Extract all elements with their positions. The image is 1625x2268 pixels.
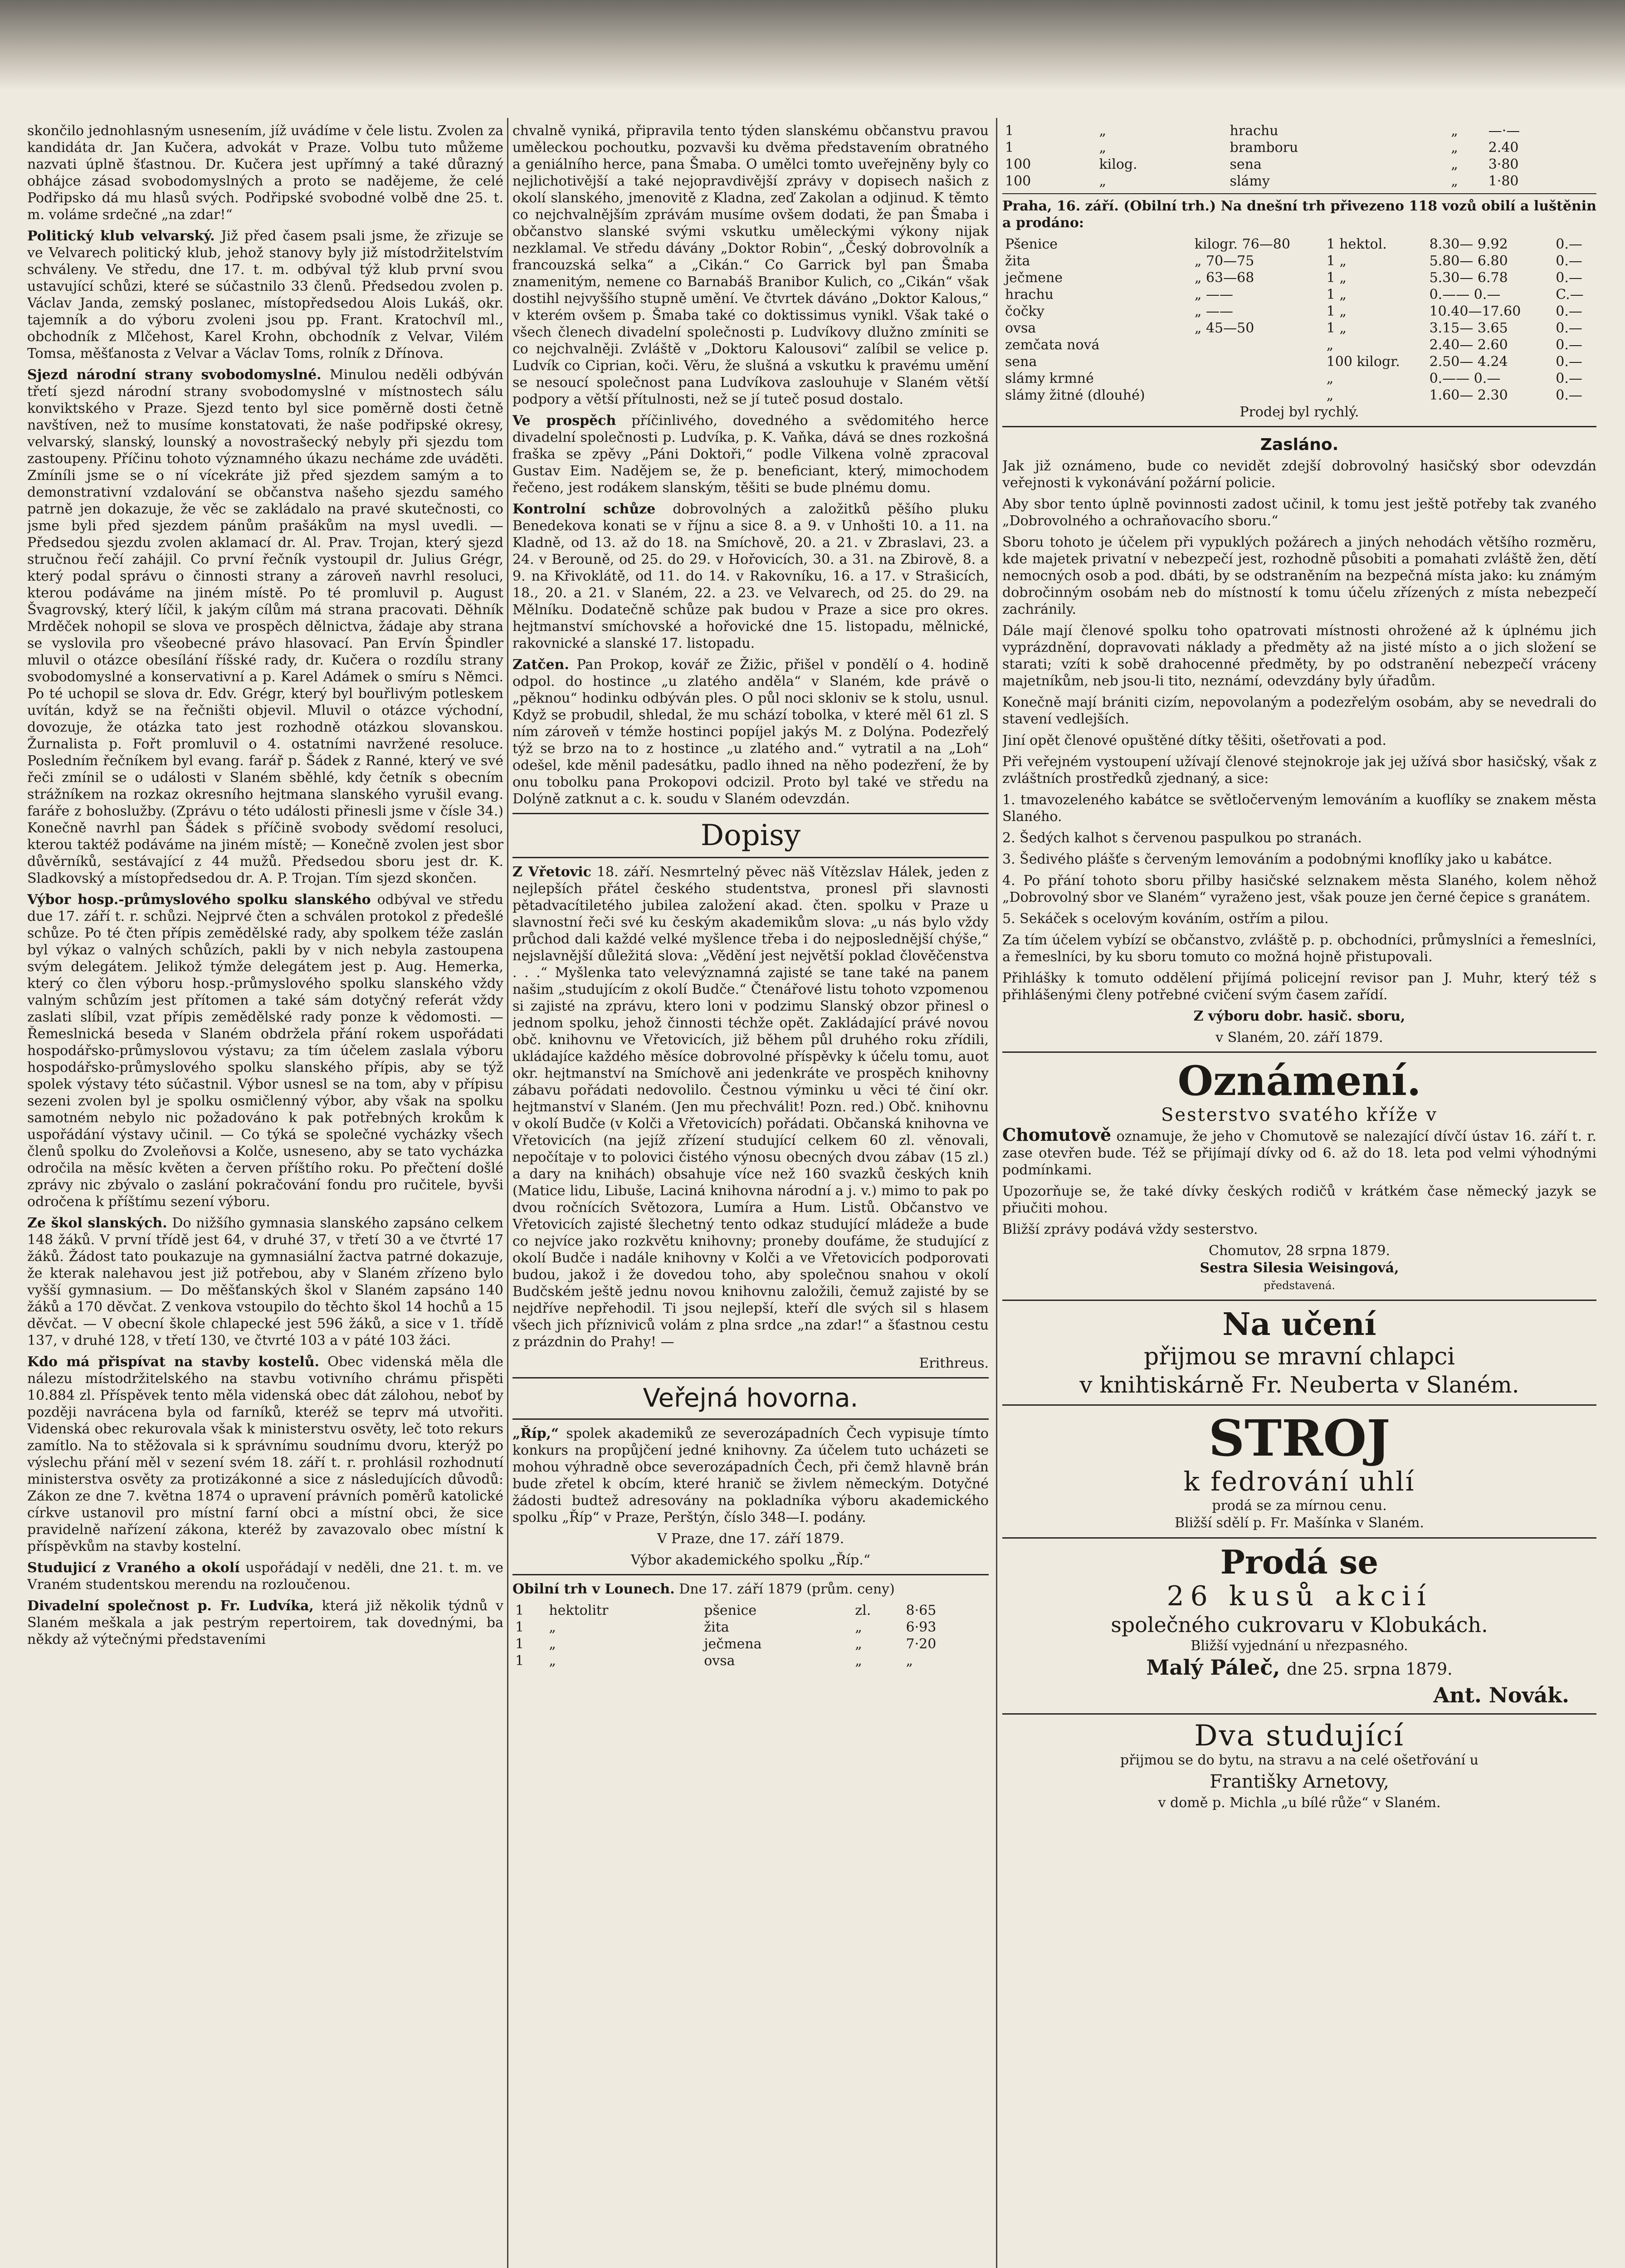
table-row — [1002, 156, 1596, 173]
oznameni-sig2: představená. — [1264, 1279, 1335, 1292]
table-cell: 100 — [1005, 156, 1031, 172]
table-cell: „ — [855, 1619, 862, 1635]
table-cell: zl. — [855, 1603, 871, 1618]
table-cell: „ — [1326, 371, 1334, 386]
table-cell: 1 „ — [1326, 320, 1347, 336]
table-row — [1002, 286, 1596, 303]
table-cell: 0.— — [1556, 303, 1582, 319]
table-cell: kilogr. 76—80 — [1194, 236, 1290, 252]
table-cell: 1.60— 2.30 — [1429, 387, 1508, 403]
zaslano-paragraph: Jak již oznámeno, bude co nevidět zdejší dobrovolný hasičský sbor odevzdán veřejnosti k vykonávání požární policie. — [1002, 458, 1596, 491]
studujici-ad — [1002, 1720, 1596, 1812]
table-cell: „ — [906, 1653, 913, 1669]
zaslano-paragraph: Při veřejném vystoupení užívají členové stejnokroje jak jej užívá sbor hasičský, však z zvláštních prostředků zjednaný, a sice: — [1002, 754, 1596, 787]
proda-line2: 26 kusů akcií — [1166, 1580, 1432, 1612]
table-row — [1002, 353, 1596, 370]
table-cell: 1·80 — [1488, 173, 1519, 189]
proda-line5 — [1002, 1655, 1596, 1682]
table-cell: 5.30— 6.78 — [1429, 270, 1508, 286]
divider — [512, 1574, 989, 1575]
article-heading: Divadelní společnost p. Fr. Ludvíka, — [27, 1598, 314, 1614]
uceni-title: Na učení — [1222, 1306, 1376, 1343]
lounech-date: Dne 17. září 1879 (prům. ceny) — [679, 1581, 895, 1597]
article — [27, 1354, 503, 1555]
theatre-article: chvalně vyniká, připravila tento týden slanskému občanstvu pravou uměleckou pochoutku, pozvavši ku dvěma představením obratného a geniálního herce, pana Šmaba. O umělci tomto uveřejněny byly co nejlichotivější a také nejopravdivější zprávy v dopisech našich z okolí slanského, jmenovitě z Kladna, zeď Zakolan a odjinud. K těmto co nejchvalnějším zprávám musíme ovšem dodati, že pan Šmaba i občanstvo slanské svými vskutku uměleckými výkony nijak nezklamal. Ve středu dávány „Doktor Robin“, „Český dobrovolník a francouzská selka“ a „Cikán.“ Co Garrick byl pan Šmaba znamenitým, nemene co Barnabáš Branibor Kulich, co „Cikán“ však dostihl nejvyššího stupně umění. Ve čtvrtek dáváno „Doktor Kalous,“ v kterém ovšem p. Šmaba také co doktissimus vynikl. Však také o všech členech divadelní společnosti p. Ludvíkovy dlužno zmíniti se co nejchvalněji. Zvláště v „Doktoru Kalousovi“ zalíbil se velice p. Ludvík co Ciprian, koči. Věru, že slušná a vskutku k pravému umění se nesoucí společnost pana Ludvíkova zaslouhuje v Slaném větší podpory a větší přítulnosti, než se jí tuteč posud dostalo. — [512, 123, 989, 407]
article-text: Pan Prokop, kovář ze Žižic, přišel v pondělí o 4. hodině odpol. do hostince „u zlatého anděla“ v Slaném, kde právě o „pěknou“ hodinku odbýván ples. O půl noci skloniv se k stolu, usnul. Když se probudil, shledal, že mu schází tobolka, v které měl 61 zl. S ním zároveň v témže hostinci popíjel jakýs M. z Dolýna. Podezřelý týž se brzo na to z hostince „u zlatého and.“ vytratil a na „Loh“ odešel, kde měnil padesátku, padlo ihned na něho podezření, že by onu tobolku pana Prokopovi odcizil. Proto byl také ve středu na Dolýně zatknut a c. k. soudu v Slaném odevzdán. — [512, 657, 989, 807]
table-cell: 0.— — [1556, 354, 1582, 370]
hovorna-body: spolek akademiků ze severozápadních Čech vypisuje tímto konkurs na propůjčení jedné knihovny. Za účelem tuto ucházeti se mohou výhradně obce severozápadních Čech, při čemž hlavně brán bude zřetel k obcím, které hranič se živlem německým. Dotyčné žádosti budtež adresovány na pokladníka výboru akademického spolku „Říp“ v Praze, Perštýn, číslo 348—I. podány. — [512, 1426, 989, 1525]
uceni-line2: přijmou se mravní chlapci — [1143, 1343, 1455, 1370]
table-cell — [1192, 337, 1324, 353]
table-cell: 0.—— 0.— — [1429, 287, 1501, 303]
table-cell: „ 70—75 — [1194, 253, 1254, 269]
zaslano-title: Zasláno. — [1260, 435, 1339, 454]
studujici-line2: přijmou se do bytu, na stravu a na celé ošetřování u — [1120, 1752, 1479, 1768]
table-cell: „ — [1451, 140, 1458, 156]
table-cell — [1192, 353, 1324, 370]
oznameni-sig1: Sestra Silesia Weisingová, — [1200, 1260, 1399, 1276]
table-cell: 0.— — [1556, 253, 1582, 269]
table-cell: „ — [1451, 156, 1458, 172]
article-text: Do nižšího gymnasia slanského zapsáno celkem 148 žáků. V první třídě jest 64, v druhé 37, v třetí 30 a ve čtvrté 17 žáků. Žádost tato poukazuje na gymnasiální žactva patrné dokazuje, že kterak nalehavou jest již potřebou, aby v Slaném zřízeno bylo vyšší gymnasium. — Do měšťanských škol v Slaném zapsáno 140 žáků a 170 děvčat. Z venkova vstoupilo do těchto škol 14 hochů a 15 děvčat. — V obecní škole chlapecké jest 596 žáků, a sice v 1. třídě 137, v druhé 128, v třetí 130, ve čtvrté 103 a v páté 103 žáci. — [27, 1215, 503, 1349]
table-cell: hrachu — [1005, 287, 1054, 303]
table-cell: čočky — [1005, 303, 1044, 319]
article-heading: Politický klub velvarský. — [27, 228, 215, 244]
dopisy-title: Dopisy — [700, 819, 801, 852]
article — [27, 1215, 503, 1349]
table-row — [512, 1602, 989, 1619]
table-cell: 1 „ — [1326, 303, 1347, 319]
table-cell: 1 — [515, 1619, 524, 1635]
zaslano-paragraph: 3. Šedivého plášťe s červeným lemováním a podobnými knoflíky jako u kabátce. — [1002, 851, 1552, 867]
table-cell: 1 hektol. — [1326, 236, 1387, 252]
table-cell: ječmene — [1005, 270, 1063, 286]
table-cell: hektolitr — [549, 1603, 609, 1618]
table-cell: 1 — [515, 1653, 524, 1669]
uceni-line3: v knihtiskárně Fr. Neuberta v Slaném. — [1079, 1372, 1519, 1398]
table-cell: pšenice — [704, 1603, 757, 1618]
table-cell: 3.15— 3.65 — [1429, 320, 1508, 336]
article-text: skončilo jednohlasným usnesením, jíž uvádíme v čele listu. Zvolen za kandidáta dr. Jan Kučera, advokát v Praze. Volbu tuto můžeme nazvati úplně šťastnou. Dr. Kučera jest upřímný a také důrazný obhájce zásad svobodomyslných a proto se nadějeme, že celé Podřipsko dá mu hlasů svých. Podřipské svobodné volbě dne 25. t. m. voláme srdečné „na zdar!“ — [27, 123, 503, 223]
article-text: dobrovolných a založitků pěšího pluku Benedekova konati se v říjnu a sice 8. a 9. v Unhošti 10. a 11. na Kladně, od 13. až do 18. na Smíchově, 20. a 21. v Zbraslavi, 23. a 24. v Berouně, od 25. do 29. v Hořovicích, 30. a 31. na Zbirově, 8. a 9. na Křivoklátě, od 11. do 14. v Rakovníku, 16. a 17. v Strašicích, 18., 20. a 21. v Slaném, 22. a 23. ve Velvarech, od 25. do 29. na Mělníku. Dodatečně schůze pak budou v Praze a sice pro okres. hejtmanství smíchovské a hořovické dne 15. listopadu, mělnické, rakovnické a slanské 17. listopadu. — [512, 501, 989, 651]
article-heading: Kontrolní schůze — [512, 501, 656, 517]
article-heading: Zatčen. — [512, 657, 569, 673]
table-cell: sena — [1230, 156, 1262, 172]
zaslano-signature: Z výboru dobr. hasič. sboru, — [1193, 1008, 1405, 1024]
table-cell: 8·65 — [906, 1603, 937, 1618]
table-cell — [1192, 370, 1324, 387]
oznameni-line3: Upozorňuje se, že také dívky českých rodičů v krátkém čase německý jazyk se přiučiti mohou. — [1002, 1183, 1596, 1216]
table-cell: 1 „ — [1326, 253, 1347, 269]
article-heading: Ve prospěch — [512, 413, 616, 429]
proda-date: dne 25. srpna 1879. — [1286, 1660, 1453, 1679]
table-cell: 1 „ — [1326, 270, 1347, 286]
article-heading: Kdo má přispívat na stavby kostelů. — [27, 1354, 319, 1370]
article — [27, 891, 503, 1210]
oznameni-body: oznamuje, že jeho v Chomutově se nalezající dívčí ústav 16. září t. r. zase otevřen bude. Též se přijímají dívky od 6. až do 18. leta pod velmi výhodnými podmínkami. — [1002, 1129, 1596, 1178]
proda-line3: společného cukrovaru v Klobukách. — [1111, 1613, 1488, 1637]
article — [27, 122, 503, 223]
hovorna-title: Veřejná hovorna. — [643, 1383, 859, 1413]
stroj-line3: prodá se za mírnou cenu. — [1212, 1498, 1387, 1514]
divider — [1002, 1300, 1596, 1301]
article — [512, 412, 989, 496]
table-cell: ječmena — [704, 1636, 762, 1652]
lounech-heading — [512, 1581, 989, 1598]
zaslano-paragraph: 2. Šedých kalhot s červenou paspulkou po stranách. — [1002, 830, 1362, 846]
studujici-line4: v domě p. Michla „u bílé růže“ v Slaném. — [1158, 1795, 1441, 1811]
divider — [1002, 1404, 1596, 1406]
stroj-ad — [1002, 1411, 1596, 1532]
table-cell: hrachu — [1230, 123, 1279, 139]
table-cell: „ 45—50 — [1194, 320, 1254, 336]
column-right — [1002, 122, 1596, 2268]
table-cell: slámy krmné — [1005, 371, 1094, 386]
article-text: Minulou neděli odbýván třetí sjezd národní strany svobodomyslné v místnostech sálu konviktského v Praze. Sjezd tento byl sice poměrně dosti četně navštíven, než to musíme konstatovati, že naše podřipské okresy, velvarský, slanský, lounský a novostrašecký nebyly při sjezdu tom zastoupeny. Příčinu tohoto významného úkazu necháme zde uváděti. Zmíníli jsme se o ní vícekráte již před sjezdem samým a to demonstrativní vzdalování se občanstva našeho sjezdu samého patrně jen dokazuje, že věc se zakládalo na pravé skutečnosti, co jsme byli před sjezdem pánům prašákům na mysl uvedli. — Předsedou sjezdu zvolen aklamací dr. Al. Prav. Trojan, který sjezd stručnou řečí zahájil. Co první řečník vystoupil dr. Julius Grégr, který podal správu o činnosti strany a zároveň navrhl resoluci, kterou podáváme na jiném místě. Po té promluvil p. August Švagrovský, který líčil, k jakým cílům má strana pracovati. Děhník Mrděček nohopil se slova ve prospěch dělnictva, žádaje aby strana se vyslovila pro všeobecné právo hlasovací. Pan Ervín Špindler mluvil o otázce obesílání říšské rady, dr. Kučera o rozdílu strany svobodomyslné a konservativní a p. Karel Adámek o smíru s Němci. Po té uchopil se slova dr. Edv. Grégr, který byl bouřlivým potleskem uvítán, když se na řečništi objevil. Mluvil o otázce východní, dovozuje, že otázka tato jest rozhodně otázkou slovanskou. Žurnalista p. Fořt promluvil o 4. ostatními navržené resoluce. Posledním řečníkem byl evang. farář p. Šádek z Ranné, který ve své řeči zmínil se o události v Slaném sběhlé, kdy četník s obecním strážníkem na rozkaz okresního hejtmana slanského vyrušil evang. faráře z bohoslužby. (Zprávu o této události přinesli jsme v čísle 34.) Konečně navrhl pan Šádek s příčině svobody svědomí resoluci, kterou taktéž podáváme na jiném místě; — Konečně zvolen jest sbor důvěrníků, sestávající z 44 mužů. Předsedou sboru jest dr. K. Sladkovský a místopředsedou dr. A. P. Trojan. Tím sjezd skončen. — [27, 367, 503, 886]
stroj-title: STROJ — [1208, 1409, 1391, 1467]
divider — [1002, 1051, 1596, 1053]
uceni-ad — [1002, 1306, 1596, 1399]
divider — [512, 1377, 989, 1378]
praha-note: Prodej byl rychlý. — [1239, 404, 1359, 420]
divider — [512, 1418, 989, 1420]
table-cell: „ — [1451, 173, 1458, 189]
table-cell: 1 „ — [1326, 287, 1347, 303]
dopisy-letter — [512, 864, 989, 1350]
dopisy-signature: Erithreus. — [919, 1355, 989, 1371]
table-row — [1002, 337, 1596, 353]
table-row — [1002, 370, 1596, 387]
praha-heading: Praha, 16. září. (Obilní trh.) Na dnešní trh přivezeno 118 vozů obilí a luštěnin a prodáno: — [1002, 198, 1596, 231]
hovorna-date: V Praze, dne 17. září 1879. — [657, 1531, 844, 1547]
oznameni-line2 — [1002, 1126, 1596, 1178]
table-row — [512, 1636, 989, 1652]
proda-line4: Bližší vyjednání u nřezpasného. — [1191, 1638, 1408, 1654]
table-cell: 1 — [515, 1636, 524, 1652]
table-cell: 100 kilogr. — [1326, 354, 1400, 370]
proda-title: Prodá se — [1220, 1543, 1379, 1581]
table-row — [1002, 387, 1596, 404]
table-cell: kilog. — [1099, 156, 1137, 172]
table-row — [1002, 253, 1596, 269]
studujici-title: Dva studující — [1194, 1719, 1405, 1753]
table-cell: „ — [1099, 123, 1107, 139]
table-cell: „ —— — [1194, 287, 1233, 303]
article-text: která již několik týdnů v Slaném meškala a jak pestrým repertoirem, tak dovednými, ba někdy až výtečnými představeními — [27, 1598, 503, 1647]
divider — [1002, 1713, 1596, 1715]
table-row — [512, 1619, 989, 1636]
table-cell: ovsa — [1005, 320, 1036, 336]
table-cell: 0.— — [1556, 320, 1582, 336]
news-items — [512, 412, 989, 807]
zaslano-body — [1002, 458, 1596, 1003]
table-cell: sena — [1005, 354, 1037, 370]
table-cell: „ — [549, 1619, 556, 1635]
table-cell: 1 — [1005, 123, 1014, 139]
table-cell: 0.— — [1556, 270, 1582, 286]
table-cell: „ 63—68 — [1194, 270, 1254, 286]
zaslano-paragraph: 5. Sekáček s ocelovým kováním, ostřím a pilou. — [1002, 911, 1329, 927]
table-cell: slámy žitné (dlouhé) — [1005, 387, 1145, 403]
studujici-line3: Františky Arnetovy, — [1210, 1771, 1389, 1792]
table-cell: „ —— — [1194, 303, 1233, 319]
table-cell: „ — [549, 1636, 556, 1652]
hovorna-text — [512, 1425, 989, 1526]
table-row — [1002, 320, 1596, 337]
article-heading: Výbor hosp.-průmyslového spolku slanského — [27, 892, 371, 908]
table-cell: „ — [855, 1653, 862, 1669]
table-cell: „ — [1099, 140, 1107, 156]
table-cell: „ — [1451, 123, 1458, 139]
table-cell: 6·93 — [906, 1619, 937, 1635]
table-cell: bramboru — [1230, 140, 1298, 156]
article-text: uspořádají v neděli, dne 21. t. m. ve Vraném studentskou merendu na rozloučenou. — [27, 1560, 503, 1593]
table-cell: „ — [1326, 387, 1334, 403]
table-cell: 5.80— 6.80 — [1429, 253, 1508, 269]
market-prices-continued — [1002, 122, 1596, 190]
article-text: odbýval ve středu due 17. září t. r. schůzi. Nejprvé čten a schválen protokol z předešlé schůze. Po té čten přípis zemědělské rady, aby spolkem téže zaslán byl výkaz o valných schůzích, pakli by v nich nebyla zastoupena svým delegátem. Jelikož týmže delegátem jest p. Aug. Hemerka, který co člen výboru hosp.-průmyslového spolku slanského vždy valným schůzím jest přítomen a také sám dotyčný referát vždy zaslati slíbil, vzat přípis zemědělské rady ponze k vědomosti. — Řemeslnická beseda v Slaném obdržela přání rokem uspořádati hospodářsko-průmyslovou výstavu; za tím účelem zaslala výboru hospodářsko-průmyslového spolku slanského přípis, aby se týž spolek výstavy této súčastnil. Výbor usnesl se na tom, aby v přípisu sezeni zvolen byl je spolku osmičlenný výbor, aby však na spolku samotném nebylo nic požadováno k pak potřebných krokům k uspořádání výstavy učinil. — Co týká se společné vycházky všech členů spolku do Zvoleňovsi a Kolče, usneseno, aby se tato vycházka odročila na měsíc květen a červen příštího roku. Po přečtení došlé zprávy nic zbývalo o zaslání pokračování fondu pro ručitele, byvši odročena k příštímu sezení výboru. — [27, 892, 503, 1210]
dopisy-lead: Z Vřetovic — [512, 864, 591, 880]
table-row — [1002, 236, 1596, 253]
table-cell: žita — [1005, 253, 1030, 269]
table-row — [512, 1652, 989, 1669]
oznameni-title: Oznámení. — [1177, 1057, 1421, 1105]
divider — [512, 813, 989, 814]
table-cell: 2.40— 2.60 — [1429, 337, 1508, 353]
zaslano-paragraph: 4. Po přání tohoto sboru přilby hasičské selznakem města Slaného, kolem něhož „Dobrovolný sbor ve Slaném“ vyraženo jest, však pouze jen černé čepice s granátem. — [1002, 873, 1596, 905]
oznameni-line4: Bližší zprávy podává vždy sesterstvo. — [1002, 1222, 1258, 1237]
article-heading: Ze škol slanských. — [27, 1215, 167, 1231]
oznameni-town: Chomutově — [1002, 1124, 1112, 1145]
zaslano-paragraph: 1. tmavozeleného kabátce se světločerveným lemováním a kuoflíky se znakem města Slaného. — [1002, 792, 1596, 825]
stroj-line4: Bližší sdělí p. Fr. Mašínka v Slaném. — [1175, 1515, 1424, 1531]
zaslano-paragraph: Přihlášky k tomuto oddělení přijímá policejní revisor pan J. Muhr, který též s přihlášenými členy potřebné cvičení svým časem zařídí. — [1002, 970, 1596, 1003]
table-cell: žita — [704, 1619, 729, 1635]
table-cell: „ — [549, 1653, 556, 1669]
article — [512, 656, 989, 807]
praha-price-table — [1002, 236, 1596, 404]
article-heading: Studujicí z Vraného a okolí — [27, 1560, 240, 1576]
table-cell: ovsa — [704, 1653, 735, 1669]
table-cell: 3·80 — [1488, 156, 1519, 172]
zaslano-paragraph: Sboru tohoto je účelem při vypuklých požárech a jiných nehodách většího rozměru, kde majetek privatní v nebezpečí jest, rozhodně působiti a pomahati zvláště žen, dětí nemocných osob a pod. dbáti, by se odstraněním na bezpečná místa jako: ku známým dobročinným osobám neb do místností k tomu účelu zřízených z místa nebezpečí zachránily. — [1002, 534, 1596, 617]
table-cell: 8.30— 9.92 — [1429, 236, 1508, 252]
article — [27, 1598, 503, 1648]
table-row — [1002, 269, 1596, 286]
table-cell: 7·20 — [906, 1636, 937, 1652]
article — [512, 501, 989, 652]
zaslano-paragraph: Za tím účelem vybízí se občanstvo, zvláště p. p. obchodníci, průmyslníci a řemeslníci, a řemeslníci, by ku sboru tomuto co možná hojně přistupovali. — [1002, 932, 1596, 965]
divider — [1002, 193, 1596, 194]
column-middle — [512, 122, 989, 2268]
table-row — [1002, 122, 1596, 139]
hovorna-signature: Výbor akademického spolku „Říp.“ — [630, 1552, 871, 1568]
table-cell: „ — [855, 1636, 862, 1652]
divider — [512, 857, 989, 858]
table-cell: slámy — [1230, 173, 1270, 189]
table-cell: zemčata nová — [1005, 337, 1100, 353]
article-text: Již před časem psali jsme, že zřizuje se ve Velvarech politický klub, jehož stanovy byly již místodržitelstvím schváleny. Ve středu, dne 17. t. m. odbýval týž klub první svou ustavující schůzi, které se súčastnilo 33 členů. Předsedou zvolen p. Václav Janda, zemský poslanec, místopředsedou Alois Lukáš, okr. tajemník a do výboru zvoleni jsou pp. Frant. Kratochvíl ml., obchodník z Mlčehost, Karel Krohn, obchodník z Velvar, Vilém Tomsa, měšťanosta z Velvar a Václav Toms, rolník z Dřínova. — [27, 228, 503, 362]
table-cell: 10.40—17.60 — [1429, 303, 1521, 319]
table-cell: „ — [1099, 173, 1107, 189]
column-rule — [996, 118, 997, 2268]
article — [27, 367, 503, 887]
zaslano-paragraph: Konečně mají brániti cizím, nepovolaným a podezřelým osobám, aby se nevedrali do stavení vedlejších. — [1002, 694, 1596, 727]
proda-ad — [1002, 1544, 1596, 1708]
table-cell: 2.50— 4.24 — [1429, 354, 1508, 370]
article — [27, 1559, 503, 1593]
table-cell: 1 — [1005, 140, 1014, 156]
dopisy-text: 18. září. Nesmrtelný pěvec näš Vítězslav Hálek, jeden z nejlepších přátel českého studentstva, pronesl při slavnosti pětadvacítiletého jubilea založení akad. čten. spolku v Praze u slavnostní řeči své ku českým akademikům slova: „u nás bylo vždy průchod dali každé velké myšlence třeba i do nejposlednější chýše,“ nejslavnější důležitá slova: „Vědění jest největší poklad člověčenstva . . .“ Myšlenka tato velevýznamná zajisté se tane také na panem našim „studujícím z okolí Budče.“ Čtenářové listu tohoto vzpomenou si zajisté na zprávu, ktero loni v podzimu Slanský obzor přinesl o jednom spolku, jehož činnosti téchže opět. Zakládající právé novou obč. knihovnu ve Vřetovicích, již během půl druhého roku zřídili, ukládajíce každého měsíce dobrovolné příspěvky k účelu tomu, auot okr. hejtmanství na Smíchově ani jedenkráte ve prospěch knihovny zábavu pořádati nedovolilo. Čestnou výminku u věci té činí okr. hejtmanství v Slaném. (Jen mu přechválit! Pozn. red.) Obč. knihovnu v okolí Budče (v Kolči a Vřetovicích) pořádati. Občanská knihovna ve Vřetovicích (na jejíž zřízení studující celkem 60 zl. věnovali, nepočítaje v to polovici čistého výnosu obecných dvou zábav (15 zl.) a dary na knihách) obsahuje více než 160 svazků českých knih (Matice lidu, Libuše, Laciná knihovna národní a j. v.) mimo to pak po dvou ročnících Světozora, Lumíra a Hum. Listů. Občanstvo ve Vřetovicích zajisté šlechetný tento odkaz studující mládeže a bude co nejvíce jako rozkvětu knihovny; proneby doufáme, že studující z okolí Budče i nadále knihovny v Kolči a ve Vřetovicích podporovati budou, jakož i že dovedou toho, aby společnou snahou v okolí Budčském ještě jednu novou knihovnu založili, čemuž zajisté by se nejdříve nepřehodil. Ti jsou nejlepší, kteří dle svých sil s hlasem všech jich přízniviců volám z plna srdce „na zdar!“ a šťastnou cestu z prázdnin do Prahy! — — [512, 864, 989, 1350]
table-cell: —·— — [1488, 123, 1520, 139]
table-cell: 2.40 — [1488, 140, 1519, 156]
hovorna-lead: „Říp,“ — [512, 1426, 559, 1442]
zaslano-paragraph: Dále mají členové spolku toho opatrovati místnosti ohrožené až k úplnému jich vyprázdnění, dopravovati náklady a předměty až na jisté místo a o jich složení se starati; vzíti k sobě drahocenné předměty, by po odstranění nebezpečí vráceny majetníkům, neb jsou-li tito, neznámí, odevzdány byly úřadům. — [1002, 623, 1596, 689]
stroj-line2: k fedrování uhlí — [1183, 1466, 1415, 1497]
divider — [1002, 426, 1596, 427]
lounech-price-table — [512, 1602, 989, 1669]
table-row — [1002, 173, 1596, 190]
oznameni-line1: Sesterstvo svatého kříže v — [1161, 1105, 1438, 1125]
proda-signature: Ant. Novák. — [1433, 1683, 1569, 1707]
table-cell: 0.—— 0.— — [1429, 371, 1501, 386]
column-rule — [507, 118, 508, 2268]
table-cell: 0.— — [1556, 337, 1582, 353]
table-row — [1002, 139, 1596, 156]
table-cell: „ — [1326, 337, 1334, 353]
article-heading: Sjezd národní strany svobodomyslné. — [27, 367, 322, 383]
oznameni-place: Chomutov, 28 srpna 1879. — [1209, 1243, 1390, 1259]
article-text: příčinlivého, dovedného a svědomitého herce divadelní společnosti p. Ludvíka, p. K. Vaňka, dává se dnes rozkošná fraška se zpěvy „Páni Doktoři,“ podle Vilkena volně zpracoval Gustav Eim. Nadějem se, že p. beneficiant, který, mimochodem řečeno, jest rodákem slanským, těšiti se bude plnému domu. — [512, 413, 989, 496]
table-cell: Pšenice — [1005, 236, 1058, 252]
table-cell: 100 — [1005, 173, 1031, 189]
article — [27, 228, 503, 362]
table-cell: 0.— — [1556, 371, 1582, 386]
table-cell — [1192, 387, 1324, 404]
zaslano-paragraph: Jiní opět členové opuštěné dítky těšiti, ošetřovati a pod. — [1002, 733, 1387, 748]
column-left — [27, 122, 503, 2268]
divider — [1002, 1537, 1596, 1539]
oznameni-ad — [1002, 1058, 1596, 1294]
zaslano-paragraph: Aby sbor tento úplně povinnosti zadost učinil, k tomu jest ještě potřeby tak zvaného „Dobrovolného a ochraňovacího sboru.“ — [1002, 496, 1596, 529]
article-text: Obec videnská měla dle nálezu místodržitelského na stavbu votivního chrámu přispěti 10.884 zl. Příspěvek tento měla videnská obec dát zálohou, neboť by později navrácena byla od farníků, kteréž se teprv má utvořiti. Videnská obec rekurovala však k ministerstvu osvěty, leč toto rekurs zamítlo. Na to stěžovala si k správnímu soudnímu dvoru, kterýž po výslechu přání měl v sezení svém 18. září t. r. prohlásil rozhodnutí ministerstva osvěty za protizákonné a sice z následujících důvodů: Zákon ze dne 7. května 1874 o upravení právních poměrů katolické církve ustanovil pro místní farní obci a místní obci, že sice pravidelně nařízení zákona, kteréž by zavazovalo obec místní k příspěvkům na stavby kostelní. — [27, 1354, 503, 1554]
proda-place: Malý Páleč, — [1146, 1655, 1280, 1680]
table-cell: 0.— — [1556, 387, 1582, 403]
zaslano-place: v Slaném, 20. září 1879. — [1215, 1030, 1383, 1046]
table-cell: 1 — [515, 1603, 524, 1618]
table-cell: 0.— — [1556, 236, 1582, 252]
lounech-title: Obilní trh v Lounech. — [512, 1581, 675, 1597]
table-row — [1002, 303, 1596, 320]
scan-top-shadow — [0, 0, 1625, 91]
table-cell: C.— — [1556, 287, 1584, 303]
